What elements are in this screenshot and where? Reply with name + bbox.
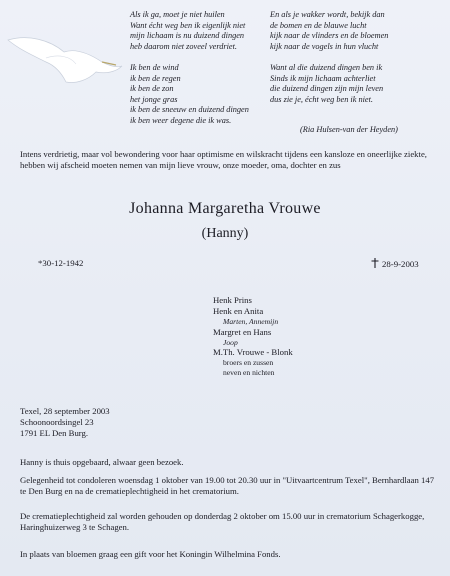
poem-attribution: (Ria Hulsen-van der Heyden)	[300, 125, 398, 134]
poem-line: kijk naar de vlinders en de bloemen	[270, 31, 389, 41]
poem-line: ik ben de regen	[130, 73, 181, 83]
poem-line: dus zie je, écht weg ben ik niet.	[270, 94, 373, 104]
poem-right-column	[270, 10, 388, 105]
poem-line: die duizend dingen zijn mijn leven	[270, 84, 384, 94]
ceremony-info: De crematieplechtigheid zal worden gehouden op donderdag 2 oktober om 15.00 uur in crematorium Schagerkogge, Haringhuizerweg 3 te Schagen.	[20, 511, 425, 532]
family-subline: Joop	[223, 337, 238, 347]
condolence-info: Gelegenheid tot condoleren woensdag 1 oktober van 19.00 tot 20.30 uur in "Uitvaartcentrum Texel", Bernhardlaan 147 te Den Burg en na de crematieplechtigheid in het crematorium.	[20, 475, 435, 496]
poem-line: Want al die duizend dingen ben ik	[270, 62, 383, 72]
family-subline: neven en nichten	[223, 367, 275, 377]
birth-date: *30-12-1942	[38, 258, 84, 268]
death-date-group	[371, 258, 419, 269]
family-subline: broers en zussen	[223, 358, 274, 367]
death-date: 28-9-2003	[382, 259, 419, 269]
family-list	[213, 295, 293, 377]
poem-line: het jonge gras	[130, 94, 178, 104]
deceased-nickname: (Hanny)	[201, 226, 249, 241]
donation-note: In plaats van bloemen graag een gift voor het Koningin Wilhelmina Fonds.	[20, 549, 281, 559]
deceased-name: Johanna Margaretha Vrouwe	[129, 200, 321, 217]
poem-line: ik ben de sneeuw en duizend dingen	[130, 105, 249, 115]
family-line: Henk en Anita	[213, 306, 264, 316]
intro-text: Intens verdrietig, maar vol bewondering voor haar optimisme en wilskracht tijdens een kansloze en oneerlijke ziekte, hebben wij afscheid moeten nemen van mijn lieve vrouw, onze moeder, oma, dochter en zus	[20, 149, 427, 170]
poem-line: mijn lichaam is nu duizend dingen	[130, 31, 245, 41]
address-line: Schoonoordsingel 23	[20, 417, 94, 427]
poem-line: de bomen en de blauwe lucht	[270, 20, 367, 30]
poem-line: Sinds ik mijn lichaam achterliet	[270, 73, 376, 83]
poem-line: Want écht weg ben ik eigenlijk niet	[130, 20, 246, 30]
family-line: Margret en Hans	[213, 326, 272, 337]
poem-line: Als ik ga, moet je niet huilen	[130, 10, 225, 19]
seagull-image	[6, 28, 124, 92]
viewing-note: Hanny is thuis opgebaard, alwaar geen bezoek.	[20, 457, 184, 467]
poem-line: En als je wakker wordt, bekijk dan	[270, 10, 385, 19]
family-line: Henk Prins	[213, 295, 252, 305]
address-block	[20, 406, 110, 439]
poem-line: ik ben weer degene die ik was.	[130, 115, 232, 125]
family-subline: Marten, Annemijn	[223, 317, 279, 326]
cross-icon	[371, 258, 379, 268]
poem-line: ik ben de zon	[130, 84, 174, 94]
poem-line: heb daarom niet zoveel verdriet.	[130, 41, 237, 51]
poem-line: kijk naar de vogels in hun vlucht	[270, 41, 379, 51]
family-line: M.Th. Vrouwe - Blonk	[213, 347, 293, 357]
address-line: 1791 EL Den Burg.	[20, 428, 89, 438]
address-line: Texel, 28 september 2003	[20, 406, 110, 416]
poem-line: Ik ben de wind	[130, 62, 179, 72]
poem-left-column	[130, 10, 249, 127]
